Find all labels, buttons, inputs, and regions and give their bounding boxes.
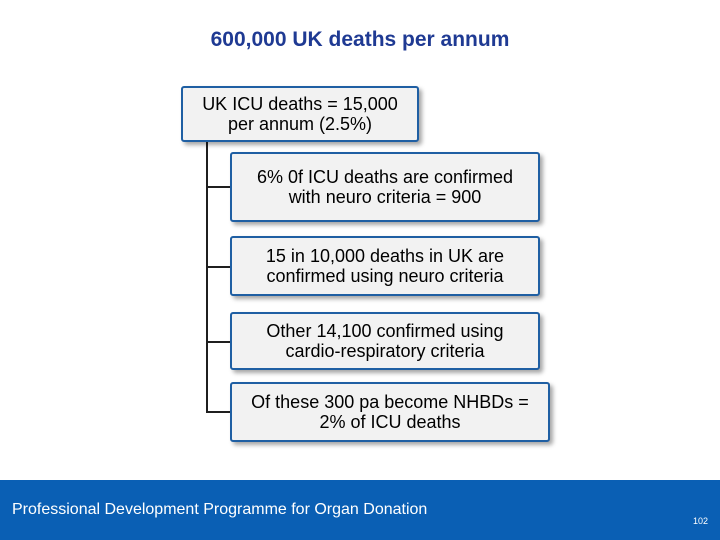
root-box-line2: per annum (2.5%) (227, 114, 373, 134)
child-box-uk-neuro (230, 236, 540, 296)
child-box-line1: 15 in 10,000 deaths in UK are (265, 246, 505, 266)
child-box-cardio-respiratory (230, 312, 540, 370)
child-box-line2: with neuro criteria = 900 (288, 187, 482, 207)
child-box-line2: confirmed using neuro criteria (266, 266, 504, 286)
connector-branch-1 (206, 186, 232, 188)
connector-branch-2 (206, 266, 232, 268)
slide-title: 600,000 UK deaths per annum (210, 28, 510, 51)
connector-vertical (206, 142, 208, 412)
child-box-line1: Other 14,100 confirmed using (266, 321, 504, 341)
connector-branch-3 (206, 341, 232, 343)
child-box-line2: 2% of ICU deaths (319, 412, 461, 432)
root-box-icu-deaths (181, 86, 419, 142)
footer-bar (0, 480, 720, 540)
child-box-neuro-confirmed (230, 152, 540, 222)
footer-label: Professional Development Programme for Organ Donation (12, 501, 428, 518)
child-box-nhbds (230, 382, 550, 442)
root-box-line1: UK ICU deaths = 15,000 (202, 94, 398, 114)
child-box-line1: Of these 300 pa become NHBDs = (251, 392, 529, 412)
connector-branch-4 (206, 411, 232, 413)
child-box-line1: 6% 0f ICU deaths are confirmed (256, 167, 514, 187)
page-number: 102 (692, 516, 708, 526)
child-box-line2: cardio-respiratory criteria (285, 341, 485, 361)
